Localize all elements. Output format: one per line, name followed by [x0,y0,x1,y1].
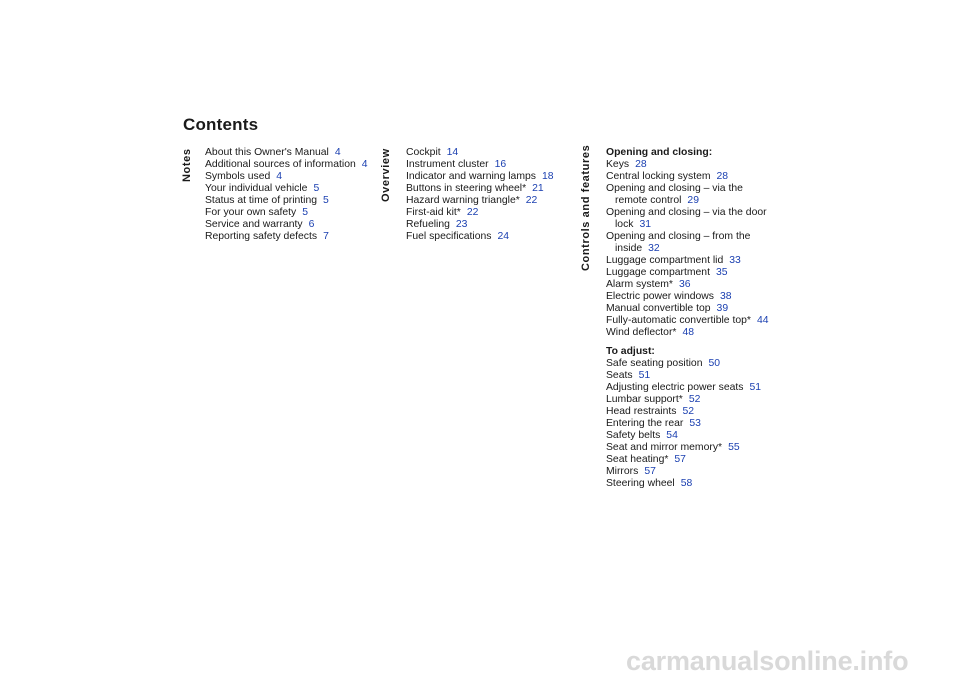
toc-page-number[interactable]: 52 [688,394,701,405]
watermark: carmanualsonline.info [626,646,909,676]
group-spacer [606,339,771,346]
toc-page-number[interactable]: 50 [708,358,721,369]
toc-page-number[interactable]: 36 [678,279,691,290]
toc-page-number[interactable]: 48 [682,327,695,338]
toc-page-number[interactable]: 58 [680,478,693,489]
toc-page-number[interactable]: 18 [541,171,554,182]
toc-entry[interactable] [205,207,370,219]
subheading-to-adjust: To adjust: [606,346,655,357]
toc-entry-text: Symbols used [205,171,271,182]
toc-page-number[interactable]: 5 [302,207,309,218]
toc-entry[interactable] [606,231,771,255]
toc-entry-text: Reporting safety defects [205,231,318,242]
toc-entry[interactable] [606,478,771,490]
toc-page-number[interactable]: 29 [687,195,699,206]
section-label-notes: Notes [181,148,193,182]
toc-entry[interactable] [606,159,771,171]
toc-page-number[interactable]: 33 [729,255,741,266]
toc-entry[interactable] [606,454,771,466]
toc-entry[interactable] [606,303,771,315]
toc-entry-text: About this Owner's Manual [205,147,329,158]
toc-page-number[interactable]: 14 [446,147,459,158]
toc-page-number[interactable]: 5 [313,183,320,194]
toc-page-number[interactable]: 5 [323,195,329,206]
toc-entry-text: Luggage compartment lid [606,255,724,266]
toc-entry-text: Seat and mirror memory* [606,442,723,453]
toc-page-number[interactable]: 32 [648,243,660,254]
toc-entry-text: Status at time of printing [205,195,318,206]
toc-entry-text: Keys [606,159,630,170]
toc-entry[interactable] [606,291,771,303]
toc-entry-text: Cockpit [406,147,441,158]
toc-page-number[interactable]: 6 [308,219,315,230]
toc-page-number[interactable]: 28 [635,159,647,170]
toc-page-number[interactable]: 22 [466,207,479,218]
toc-entry[interactable] [606,406,771,418]
toc-entry[interactable] [406,147,571,159]
toc-entry-text: Seat heating* [606,454,669,465]
toc-entry-text: Service and warranty [205,219,303,230]
toc-page-number[interactable]: 51 [638,370,651,381]
toc-page-number[interactable]: 38 [720,291,732,302]
toc-entry[interactable] [406,219,571,231]
toc-entry-text: Luggage compartment [606,267,710,278]
toc-entry-text: Steering wheel [606,478,675,489]
toc-page-number[interactable]: 31 [639,219,652,230]
toc-page-number[interactable]: 54 [666,430,678,441]
toc-page-number[interactable]: 21 [532,183,544,194]
toc-entry-text: Your individual vehicle [205,183,308,194]
toc-entry-text: First-aid kit* [406,207,461,218]
toc-page-number[interactable]: 22 [525,195,538,206]
toc-entry-text: Seats [606,370,633,381]
toc-page-number[interactable]: 52 [682,406,695,417]
toc-page-number[interactable]: 4 [361,159,368,170]
toc-entry[interactable] [606,418,771,430]
toc-entry-text: Indicator and warning lamps [406,171,536,182]
toc-entry[interactable] [406,231,571,243]
toc-entry-text: Head restraints [606,406,677,417]
toc-entry-text: Manual convertible top [606,303,711,314]
toc-entry[interactable] [606,171,771,183]
toc-page-number[interactable]: 55 [728,442,740,453]
toc-page-number[interactable]: 39 [716,303,729,314]
toc-entry-text: Entering the rear [606,418,684,429]
toc-entry-text: Hazard warning triangle* [406,195,520,206]
toc-entry[interactable] [205,159,370,171]
toc-entry[interactable] [606,183,771,207]
toc-entry[interactable] [205,231,370,243]
toc-entry[interactable] [205,147,370,159]
toc-entry-text: Wind deflector* [606,327,677,338]
toc-entry[interactable] [406,171,571,183]
toc-entry-text: Refueling [406,219,450,230]
toc-entry-text: Safety belts [606,430,661,441]
notes-list [205,147,370,243]
toc-entry-text: Central locking system [606,171,711,182]
toc-entry[interactable] [606,370,771,382]
toc-page-number[interactable]: 53 [689,418,701,429]
toc-entry[interactable] [406,159,571,171]
toc-entry-text: Safe seating position [606,358,703,369]
toc-entry[interactable] [606,358,771,370]
toc-entry-text: Alarm system* [606,279,673,290]
page-title: Contents [183,115,259,134]
toc-entry-text: For your own safety [205,207,297,218]
toc-page-number[interactable]: 44 [756,315,769,326]
toc-entry-text: Fuel specifications [406,231,492,242]
section-label-controls: Controls and features [580,144,592,271]
toc-page-number[interactable]: 57 [674,454,686,465]
toc-entry[interactable] [606,442,771,454]
toc-entry[interactable] [606,255,771,267]
toc-entry-text: Opening and closing – via the remote control [606,183,743,206]
toc-entry-text: Instrument cluster [406,159,489,170]
toc-page-number[interactable]: 35 [715,267,728,278]
controls-list [606,147,771,490]
toc-page-number[interactable]: 4 [334,147,341,158]
toc-page-number[interactable]: 57 [644,466,656,477]
toc-page-number[interactable]: 51 [749,382,762,393]
toc-entry[interactable] [606,382,771,394]
toc-entry-text: Lumbar support* [606,394,683,405]
toc-entry[interactable] [606,267,771,279]
toc-entry[interactable] [606,207,771,231]
toc-entry[interactable] [205,171,370,183]
toc-entry-text: Adjusting electric power seats [606,382,744,393]
toc-entry[interactable] [606,430,771,442]
toc-entry[interactable] [406,183,571,195]
toc-entry[interactable] [406,195,571,207]
toc-entry-text: Fully-automatic convertible top* [606,315,751,326]
toc-page-number[interactable]: 16 [494,159,507,170]
toc-page-number[interactable]: 23 [455,219,468,230]
toc-entry-text: Opening and closing – from the inside [606,231,751,254]
toc-page-number[interactable]: 24 [497,231,510,242]
subheading-opening-closing: Opening and closing: [606,147,713,158]
toc-entry[interactable] [205,195,370,207]
toc-entry-text: Mirrors [606,466,639,477]
toc-entry[interactable] [406,207,571,219]
toc-page-number[interactable]: 4 [276,171,283,182]
toc-entry[interactable] [205,183,370,195]
toc-entry[interactable] [205,219,370,231]
section-label-overview: Overview [380,148,392,202]
toc-entry-text: Additional sources of information [205,159,356,170]
toc-entry[interactable] [606,394,771,406]
toc-page-number[interactable]: 7 [323,231,329,242]
toc-entry-text: Buttons in steering wheel* [406,183,527,194]
toc-entry-text: Electric power windows [606,291,714,302]
toc-entry[interactable] [606,315,771,327]
toc-entry[interactable] [606,279,771,291]
toc-entry-text: Opening and closing – via the door lock [606,207,767,230]
toc-entry[interactable] [606,327,771,339]
overview-list [406,147,571,243]
toc-page-number[interactable]: 28 [716,171,729,182]
toc-entry[interactable] [606,466,771,478]
